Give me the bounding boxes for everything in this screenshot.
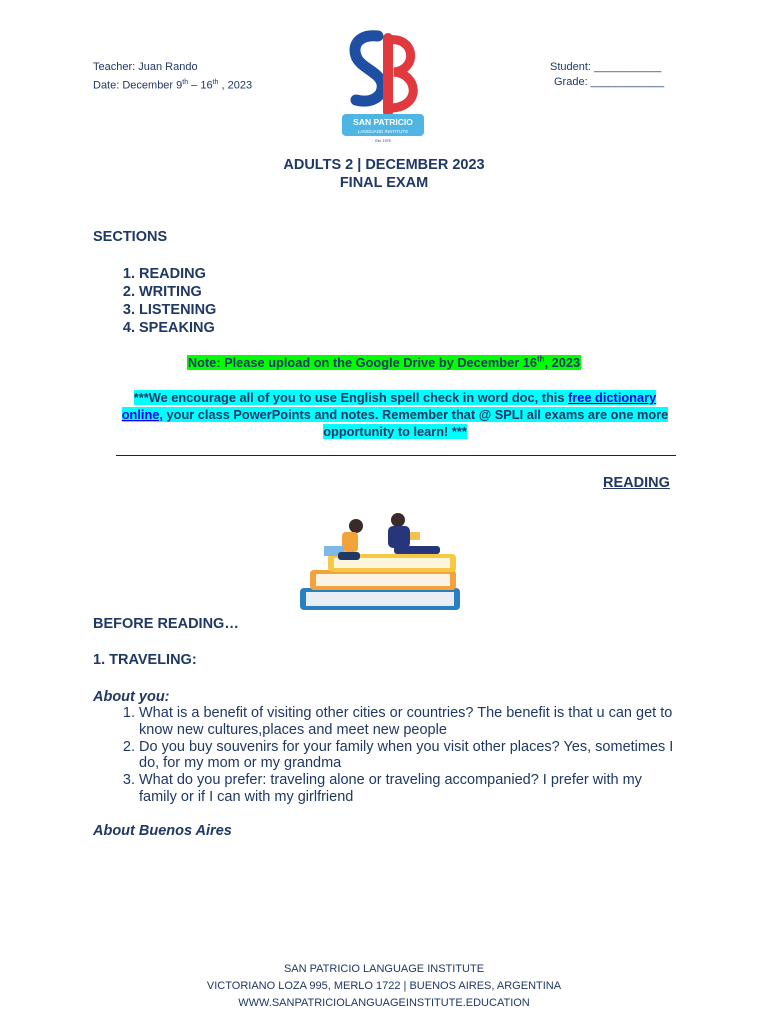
free-dictionary-link[interactable]: free dictionary online, (121, 390, 657, 422)
grade-field: Grade: ____________ (554, 76, 665, 88)
svg-text:SAN PATRICIO: SAN PATRICIO (353, 117, 413, 127)
books-illustration-icon (298, 508, 466, 612)
header-student-block (550, 60, 664, 90)
exam-title-line2: FINAL EXAM (339, 175, 429, 191)
upload-note: Note: Please upload on the Google Drive by December 16th, 2023 (187, 355, 581, 371)
svg-text:Est. 1975: Est. 1975 (375, 139, 391, 143)
about-you-questions (93, 705, 679, 806)
section-item: 4. SPEAKING (139, 319, 216, 337)
footer-website: WWW.SANPATRICIOLANGUAGEINSTITUTE.EDUCATION (238, 997, 530, 1009)
header-teacher-block (93, 60, 252, 94)
date-label: Date: December 9th – 16th , 2023 (93, 79, 253, 92)
reading-heading: READING (603, 475, 670, 491)
question-item: 3. What do you prefer: traveling alone or traveling accompanied? I prefer with my family or if I can with my girlfriend (139, 772, 679, 806)
about-you-heading: About you: (93, 689, 170, 705)
about-buenos-aires-heading: About Buenos Aires (93, 823, 232, 839)
reading-illustration (298, 508, 466, 612)
student-field: Student: ___________ (550, 61, 662, 73)
encourage-note: ***We encourage all of you to use English spell check in word doc, this free dictionary online, your class PowerPoints and notes. Remember that @ SPLI all exams are one more opportunity to learn! *** (121, 390, 669, 439)
school-logo (338, 30, 430, 145)
school-logo-icon (338, 30, 430, 145)
question-item: 1. What is a benefit of visiting other cities or countries? The benefit is that u can get to know new cultures,places and meet new people (139, 705, 679, 739)
sections-list (93, 265, 216, 337)
teacher-label: Teacher: Juan Rando (93, 61, 198, 73)
exam-title (0, 156, 768, 192)
footer-address: VICTORIANO LOZA 995, MERLO 1722 | BUENOS AIRES, ARGENTINA (206, 980, 562, 992)
footer-institute: SAN PATRICIO LANGUAGE INSTITUTE (283, 963, 485, 975)
section-item: 2. WRITING (139, 283, 216, 301)
before-reading-heading: BEFORE READING… (93, 616, 239, 632)
svg-text:LANGUAGE INSTITUTE: LANGUAGE INSTITUTE (357, 129, 409, 134)
exam-title-line1: ADULTS 2 | DECEMBER 2023 (283, 157, 485, 173)
sections-heading: SECTIONS (93, 229, 168, 245)
traveling-heading: 1. TRAVELING: (93, 652, 197, 668)
page-footer (0, 961, 768, 1012)
section-item: 3. LISTENING (139, 301, 216, 319)
divider (116, 455, 676, 456)
section-item: 1. READING (139, 265, 216, 283)
question-item: 2. Do you buy souvenirs for your family when you visit other places? Yes, sometimes I do, for my mom or my grandma (139, 739, 679, 773)
